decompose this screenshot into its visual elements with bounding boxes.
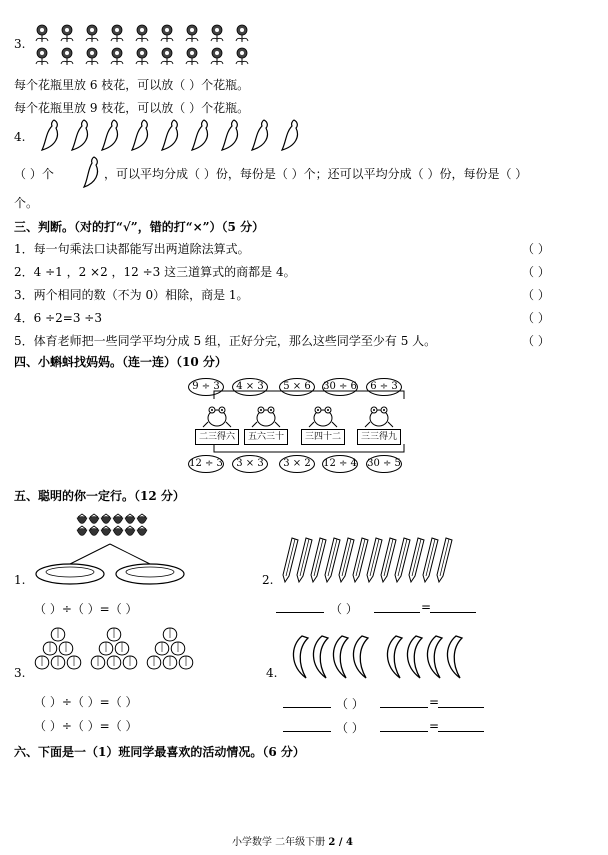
banana-icon: [427, 636, 442, 678]
strawberry-icon: [125, 517, 135, 524]
question-4-number: 4.: [14, 130, 26, 144]
q5-1-formula: （ ）÷（ ）=（ ）: [34, 602, 138, 616]
strawberry-icon: [77, 529, 87, 536]
answer-line: [374, 612, 420, 613]
q4-text-a: （ ）个: [14, 167, 54, 181]
tadpole-oval: 30 ÷ 6: [322, 378, 358, 396]
frog-icon: [203, 407, 231, 427]
q5-2-number: 2.: [262, 573, 274, 587]
tadpole-oval: 30 ÷ 5: [366, 455, 402, 473]
tadpole-oval: 6 ÷ 3: [366, 378, 402, 396]
pencil-icon: [381, 538, 396, 582]
banana-icon: [353, 636, 368, 678]
banana-icon: [293, 636, 308, 678]
q4-text-b: ，可以平均分成（ ）份，每份是（ ）个；还可以平均分成（ ）份，每份是（ ）: [104, 167, 528, 181]
answer-line: [430, 612, 476, 613]
banana-icon: [313, 636, 328, 678]
answer-parentheses: （ ）: [522, 334, 550, 348]
strawberry-icon: [113, 529, 123, 536]
q5-1-number: 1.: [14, 573, 26, 587]
pencil-icon: [297, 538, 312, 582]
q3-line-2: 每个花瓶里放 9 枝花，可以放（ ）个花瓶。: [14, 101, 250, 115]
q5-4-paren-1: （ ）: [336, 697, 364, 711]
pencils-illustration: [282, 536, 462, 584]
pencil-icon: [395, 538, 410, 582]
strawberry-icon: [89, 529, 99, 536]
answer-line: [438, 707, 484, 708]
strawberry-icon: [101, 529, 111, 536]
judgment-item: 5．体育老师把一些同学平均分成 5 组，正好分完，那么这些同学至少有 5 人。: [14, 334, 437, 348]
q5-4-equals-1: =: [429, 695, 440, 709]
frog-mother-label: 三三得九: [357, 429, 401, 445]
footer: [232, 833, 353, 848]
tadpole-oval: 3 × 2: [279, 455, 315, 473]
q5-2-paren: （ ）: [330, 602, 358, 616]
strawberry-icon: [137, 517, 147, 524]
question-3-number: 3.: [14, 37, 26, 51]
answer-line: [380, 707, 428, 708]
q5-4-equals-2: =: [429, 719, 440, 733]
frog-icon: [365, 407, 393, 427]
bananas-illustration: [288, 634, 468, 680]
frog-icon: [252, 407, 280, 427]
pencil-icon: [353, 538, 368, 582]
pencil-icon: [339, 538, 354, 582]
answer-line: [438, 731, 484, 732]
q5-4-number: 4.: [266, 666, 278, 680]
strawberry-icon: [101, 517, 111, 524]
tadpole-oval: 12 ÷ 4: [322, 455, 358, 473]
strawberries-plates-illustration: [30, 512, 190, 592]
tadpole-oval: 4 × 3: [232, 378, 268, 396]
tadpole-oval: 12 ÷ 3: [188, 455, 224, 473]
peaches-illustration: [34, 626, 204, 676]
section-4-title: 四、小蝌蚪找妈妈。（连一连）（10 分）: [14, 355, 227, 369]
frog-mother-label: 五六三十: [244, 429, 288, 445]
pencil-icon: [409, 538, 424, 582]
q5-3-formula-1: （ ）÷（ ）=（ ）: [34, 695, 138, 709]
answer-line: [283, 731, 331, 732]
answer-line: [276, 612, 324, 613]
strawberry-icon: [125, 529, 135, 536]
q5-3-formula-2: （ ）÷（ ）=（ ）: [34, 719, 138, 733]
judgment-item: 1．每一句乘法口诀都能写出两道除法算式。: [14, 242, 250, 256]
answer-line: [283, 707, 331, 708]
strawberry-icon: [89, 517, 99, 524]
frog-mother-label: 三四十二: [301, 429, 345, 445]
pencil-icon: [437, 538, 452, 582]
section-5-title: 五、聪明的你一定行。（12 分）: [14, 489, 185, 503]
frog-mother-label: 二三得六: [195, 429, 239, 445]
q5-2-equals: =: [421, 600, 432, 614]
footer-text: 小学数学 二年级下册: [232, 837, 326, 848]
pencil-icon: [311, 538, 326, 582]
q5-4-paren-2: （ ）: [336, 721, 364, 735]
banana-icon: [387, 636, 402, 678]
banana-icon: [407, 636, 422, 678]
tadpole-oval: 5 × 6: [279, 378, 315, 396]
judgment-item: 4．6 ÷2=3 ÷3: [14, 311, 102, 325]
judgment-item: 2．4 ÷1 ，2 ×2 ，12 ÷3 这三道算式的商都是 4。: [14, 265, 296, 279]
answer-parentheses: （ ）: [522, 311, 550, 325]
q5-3-number: 3.: [14, 666, 26, 680]
answer-parentheses: （ ）: [522, 288, 550, 302]
section-6-title: 六、下面是一（1）班同学最喜欢的活动情况。（6 分）: [14, 745, 305, 759]
page-number: 2 / 4: [328, 837, 353, 848]
strawberry-icon: [137, 529, 147, 536]
pencil-icon: [325, 538, 340, 582]
banana-icon: [333, 636, 348, 678]
pencil-icon: [367, 538, 382, 582]
banana-icon: [447, 636, 462, 678]
strawberry-icon: [113, 517, 123, 524]
tadpole-oval: 3 × 3: [232, 455, 268, 473]
answer-parentheses: （ ）: [522, 242, 550, 256]
answer-line: [380, 731, 428, 732]
pencil-icon: [283, 538, 298, 582]
frog-icon: [309, 407, 337, 427]
q4-text-c: 个。: [14, 196, 39, 210]
section-3-title: 三、判断。（对的打“√”，错的打“×”）（5 分）: [14, 220, 265, 234]
pencil-icon: [423, 538, 438, 582]
judgment-item: 3．两个相同的数（不为 0）相除，商是 1。: [14, 288, 249, 302]
strawberry-icon: [77, 517, 87, 524]
answer-parentheses: （ ）: [522, 265, 550, 279]
tadpole-oval: 9 ÷ 3: [188, 378, 224, 396]
q3-line-1: 每个花瓶里放 6 枝花，可以放（ ）个花瓶。: [14, 78, 250, 92]
